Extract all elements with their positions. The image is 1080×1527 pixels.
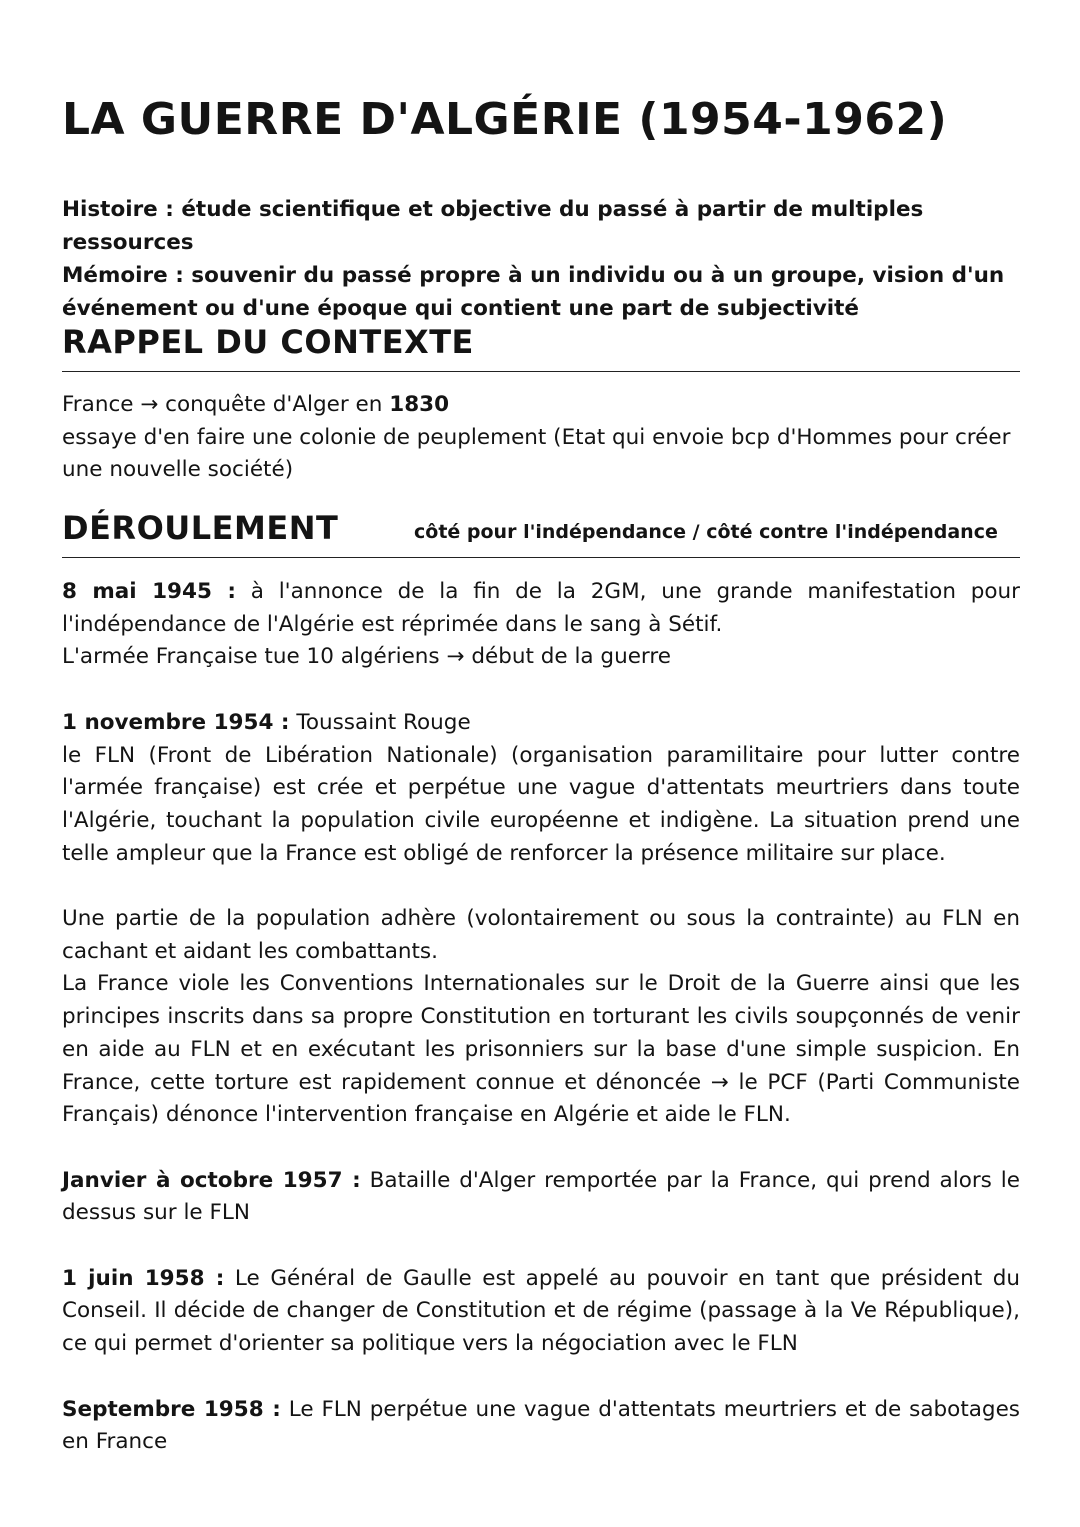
event-1957-text: Bataille d'Alger remportée par la France, qui prend alors le dessus sur le FLN (62, 1167, 1020, 1226)
definition-memoire: Mémoire : souvenir du passé propre à un individu ou à un groupe, vision d'un événement ou d'une époque qui contient une part de subjectivité (62, 263, 1005, 321)
section-title-deroulement: DÉROULEMENT (62, 509, 339, 547)
event-1954 (62, 707, 1020, 740)
event-1958-june-date: 1 juin 1958 : (62, 1265, 225, 1291)
event-1945-line-2: L'armée Française tue 10 algériens → début de la guerre (62, 644, 671, 670)
page-title: LA GUERRE D'ALGÉRIE (1954-1962) (62, 94, 948, 145)
support-paragraph-2: La France viole les Conventions Internationales sur le Droit de la Guerre ainsi que les principes inscrits dans sa propre Constitution en torturant les civils soupçonnés de venir en aide au FLN et en exécutant les prisonniers sur la base d'une simple suspicion. En France, cette torture est rapidement connue et dénoncée → le PCF (Parti Communiste Français) dénonce l'intervention française en Algérie et aide le FLN. (62, 971, 1020, 1128)
event-1957-date: Janvier à octobre 1957 : (62, 1167, 361, 1193)
rappel-year: 1830 (389, 392, 450, 417)
rappel-line-1-text: France → conquête d'Alger en (62, 392, 390, 417)
event-1958-september (62, 1394, 1020, 1459)
support-paragraph-1: Une partie de la population adhère (volontairement ou sous la contrainte) au FLN en cachant et aidant les combattants. (62, 906, 1020, 964)
event-1954-paragraph: le FLN (Front de Libération Nationale) (organisation paramilitaire pour lutter contre l'armée française) est crée et perpétue une vague d'attentats meurtriers dans toute l'Algérie, touchant la population civile européenne et indigène. La situation prend une telle ampleur que la France est obligé de renforcer la présence militaire sur place. (62, 742, 1020, 866)
rappel-line-1 (62, 389, 1020, 422)
event-1958-june-text: Le Général de Gaulle est appelé au pouvoir en tant que président du Conseil. Il décide de changer de Constitution et de régime (passage à la Ve République), ce qui permet d'orienter sa politique vers la négociation avec le FLN (62, 1265, 1020, 1357)
event-1945-date: 8 mai 1945 : (62, 579, 236, 604)
event-1958-june (62, 1263, 1020, 1361)
definition-histoire: Histoire : étude scientifique et objective du passé à partir de multiples ressources (62, 197, 924, 255)
event-1945 (62, 576, 1020, 641)
event-1954-date: 1 novembre 1954 : (62, 709, 290, 735)
rappel-text (62, 389, 1020, 487)
rappel-line-2: essaye d'en faire une colonie de peuplement (Etat qui envoie bcp d'Hommes pour créer une nouvelle société) (62, 424, 1011, 483)
section-rappel-heading (62, 323, 1020, 372)
definitions-block (62, 193, 1020, 325)
event-1958-september-date: Septembre 1958 : (62, 1396, 281, 1422)
event-1945-text: à l'annonce de la fin de la 2GM, une grande manifestation pour l'indépendance de l'Algérie est réprimée dans le sang à Sétif. (62, 579, 1020, 637)
event-1954-text: Toussaint Rouge (289, 709, 471, 735)
deroulement-text (62, 576, 1020, 1459)
deroulement-legend-note: côté pour l'indépendance / côté contre l'indépendance (414, 521, 998, 543)
event-1957 (62, 1165, 1020, 1230)
event-1958-september-text: Le FLN perpétue une vague d'attentats meurtriers et de sabotages en France (62, 1396, 1021, 1455)
section-title-rappel: RAPPEL DU CONTEXTE (62, 323, 474, 361)
section-deroulement-heading (62, 509, 1020, 558)
